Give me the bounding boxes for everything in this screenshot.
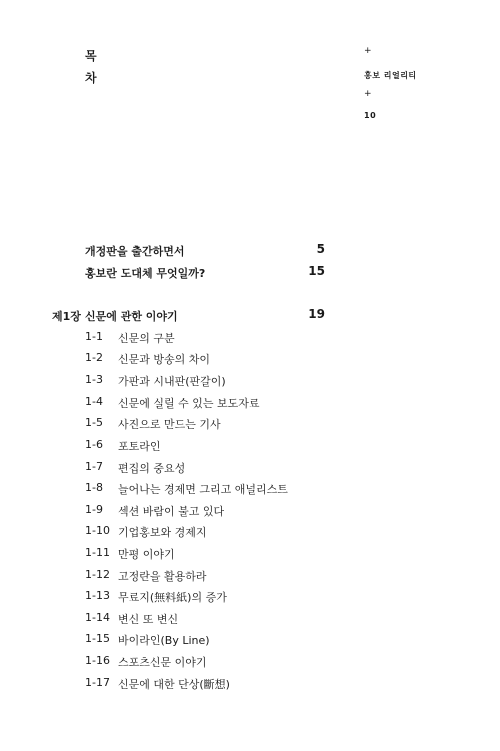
toc-item-title: 기업홍보와 경제지 [118, 526, 207, 539]
chapter-title: 신문에 관한 이야기 [85, 310, 178, 323]
toc-item-number: 1-13 [85, 589, 110, 602]
front-matter-page-1: 5 [316, 242, 325, 256]
toc-item-number: 1-8 [85, 481, 103, 494]
toc-item-title: 고정란을 활용하라 [118, 570, 207, 583]
toc-item-title: 가판과 시내판(판갈이) [118, 375, 226, 388]
front-matter-title-2: 홍보란 도대체 무엇일까? [85, 267, 206, 280]
toc-item-title: 신문과 방송의 차이 [118, 353, 211, 366]
toc-item-number: 1-1 [85, 330, 103, 343]
toc-title-char-2: 차 [85, 71, 97, 85]
toc-item-title: 포토라인 [118, 440, 161, 453]
toc-item-number: 1-11 [85, 546, 110, 559]
toc-item-number: 1-12 [85, 568, 110, 581]
toc-item-number: 1-2 [85, 351, 103, 364]
toc-item-title: 만평 이야기 [118, 548, 175, 561]
toc-item-number: 1-10 [85, 524, 110, 537]
toc-item-number: 1-6 [85, 438, 103, 451]
toc-item-number: 1-14 [85, 611, 110, 624]
toc-item-title: 스포츠신문 이야기 [118, 656, 207, 669]
front-matter-title-1: 개정판을 출간하면서 [85, 245, 185, 258]
toc-item-title: 변신 또 변신 [118, 613, 179, 626]
toc-item-title: 무료지(無料紙)의 증가 [118, 591, 227, 604]
toc-item-title: 섹션 바람이 불고 있다 [118, 505, 225, 518]
chapter-number: 제1장 [52, 310, 81, 323]
toc-item-number: 1-7 [85, 460, 103, 473]
toc-item-title: 사진으로 만드는 기사 [118, 418, 221, 431]
side-plus-top: + [364, 46, 373, 56]
chapter-page: 19 [308, 307, 325, 321]
toc-item-title: 편집의 중요성 [118, 462, 186, 475]
toc-item-number: 1-17 [85, 676, 110, 689]
toc-item-title: 바이라인(By Line) [118, 634, 210, 647]
side-plus-bottom: + [364, 89, 373, 99]
toc-item-number: 1-16 [85, 654, 110, 667]
toc-item-title: 늘어나는 경제면 그리고 애널리스트 [118, 483, 288, 496]
toc-item-number: 1-4 [85, 395, 103, 408]
toc-item-number: 1-9 [85, 503, 103, 516]
toc-item-title: 신문의 구분 [118, 332, 175, 345]
toc-item-number: 1-15 [85, 632, 110, 645]
toc-item-title: 신문에 대한 단상(斷想) [118, 678, 230, 691]
side-label-number: 10 [364, 111, 377, 120]
toc-item-title: 신문에 실릴 수 있는 보도자료 [118, 397, 260, 410]
side-label-text: 홍보 리얼리티 [364, 71, 417, 80]
toc-item-number: 1-3 [85, 373, 103, 386]
front-matter-page-2: 15 [308, 264, 325, 278]
toc-item-number: 1-5 [85, 416, 103, 429]
toc-title-char-1: 목 [85, 49, 97, 63]
